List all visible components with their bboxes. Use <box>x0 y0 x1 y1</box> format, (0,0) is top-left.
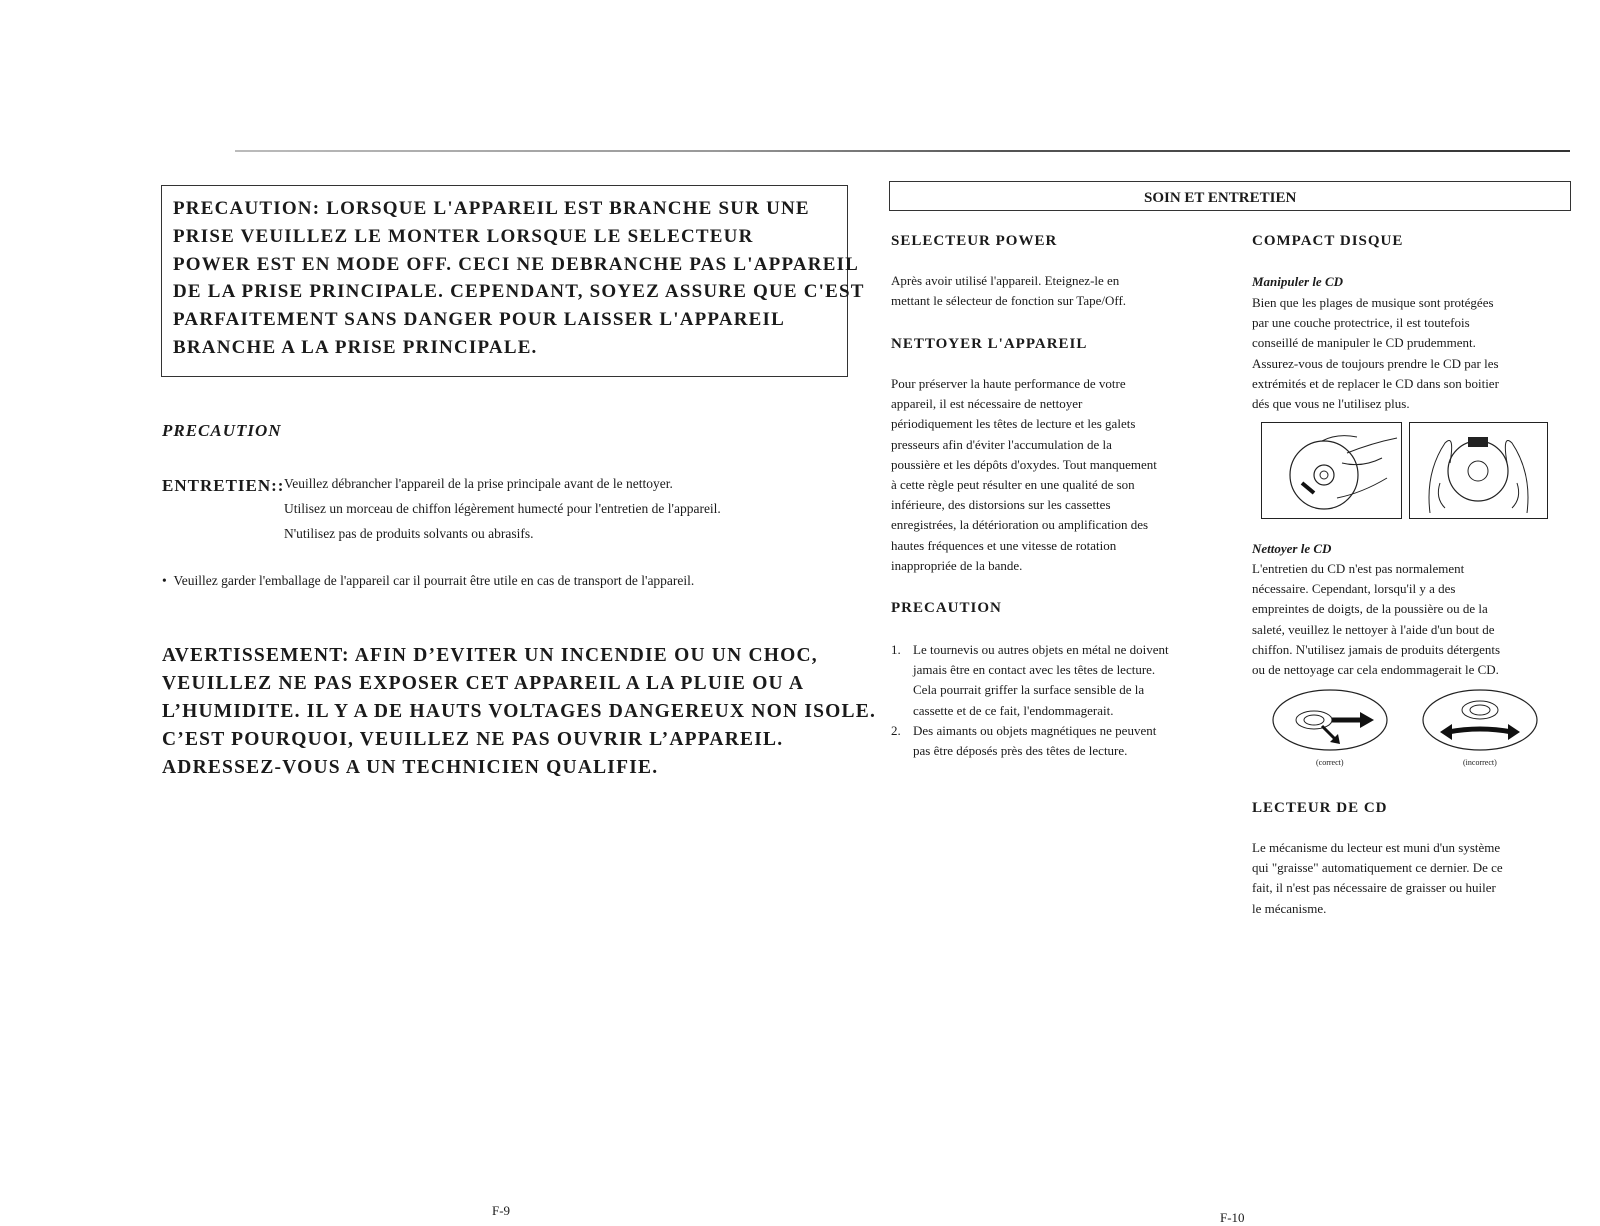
text-line: presseurs afin d'éviter l'accumulation de la <box>891 436 1112 452</box>
nettoyer-cd-text <box>1252 559 1500 680</box>
lecteur-cd-text <box>1252 838 1503 919</box>
text-line: nécessaire. Cependant, lorsqu'il y a des <box>1252 581 1456 597</box>
entretien-line: N'utilisez pas de produits solvants ou abrasifs. <box>284 526 534 541</box>
text-line: cassette et de ce fait, l'endommagerait. <box>913 702 1114 718</box>
text-line: saleté, veuillez le nettoyer à l'aide d'un bout de <box>1252 621 1495 637</box>
text-line: pas être déposés près des têtes de lecture. <box>913 743 1128 759</box>
bullet-text: Veuillez garder l'emballage de l'appareil car il pourrait être utile en cas de transport de l'appareil. <box>173 573 695 588</box>
avertissement-line: VEUILLEZ NE PAS EXPOSER CET APPAREIL A LA PLUIE OU A <box>162 673 805 694</box>
hand-holding-cd-icon <box>1262 423 1401 518</box>
bullet-dot-icon: • <box>162 573 174 588</box>
hands-holding-cd-edges-icon <box>1410 423 1547 518</box>
selecteur-heading: SELECTEUR POWER <box>891 233 1058 249</box>
text-line: Assurez-vous de toujours prendre le CD par les <box>1252 355 1499 371</box>
cd-clean-correct-icon <box>1270 686 1390 756</box>
text-line: par une couche protectrice, il est toutefois <box>1252 315 1470 331</box>
text-line: L'entretien du CD n'est pas normalement <box>1252 561 1465 576</box>
cd-handling-figure-2 <box>1409 422 1548 519</box>
text-line: hautes fréquences et une vitesse de rotation <box>891 537 1117 553</box>
text-line: Après avoir utilisé l'appareil. Eteignez-le en <box>891 273 1120 288</box>
text-line: chiffon. N'utilisez jamais de produits détergents <box>1252 641 1501 657</box>
warning-line: PRISE VEUILLEZ LE MONTER LORSQUE LE SELECTEUR <box>173 226 754 247</box>
cd-clean-incorrect-icon <box>1420 686 1540 756</box>
incorrect-label: (incorrect) <box>1463 758 1497 767</box>
text-line: Le mécanisme du lecteur est muni d'un système <box>1252 840 1501 855</box>
text-line: ou de nettoyage car cela endommagerait le CD. <box>1252 662 1499 678</box>
entretien-line: Utilisez un morceau de chiffon légèrement humecté pour l'entretien de l'appareil. <box>284 501 721 516</box>
list-number: 1. <box>891 642 901 657</box>
avertissement-line: ADRESSEZ-VOUS A UN TECHNICIEN QUALIFIE. <box>162 757 659 778</box>
list-number: 2. <box>891 722 901 738</box>
warning-line: POWER EST EN MODE OFF. CECI NE DEBRANCHE PAS L'APPAREIL <box>173 254 860 275</box>
compact-disque-heading: COMPACT DISQUE <box>1252 233 1404 249</box>
bullet-item <box>162 571 694 591</box>
text-line: Des aimants ou objets magnétiques ne peuvent <box>913 722 1157 738</box>
text-line: jamais être en contact avec les têtes de lecture. <box>913 662 1156 678</box>
text-line: conseillé de manipuler le CD prudemment. <box>1252 335 1476 351</box>
selecteur-text <box>891 271 1126 311</box>
text-line: extrémités et de replacer le CD dans son boitier <box>1252 375 1499 391</box>
scan-top-line <box>150 150 1570 152</box>
text-line: appareil, il est nécessaire de nettoyer <box>891 396 1083 412</box>
precaution-list <box>891 640 1169 761</box>
text-line: inappropriée de la bande. <box>891 557 1023 573</box>
nettoyer-text <box>891 374 1157 576</box>
list-item <box>891 640 1169 721</box>
section-title: SOIN ET ENTRETIEN <box>1144 190 1297 206</box>
text-line: empreintes de doigts, de la poussière ou de la <box>1252 601 1488 617</box>
warning-line: DE LA PRISE PRINCIPALE. CEPENDANT, SOYEZ ASSURE QUE C'EST <box>173 281 865 302</box>
nettoyer-heading: NETTOYER L'APPAREIL <box>891 336 1088 352</box>
text-line: enregistrées, la détérioration ou amplification des <box>891 517 1149 533</box>
cd-handling-figure-1 <box>1261 422 1402 519</box>
precaution-heading: PRECAUTION <box>162 421 282 440</box>
text-line: qui "graisse" automatiquement ce dernier. De ce <box>1252 860 1503 876</box>
page-number-left: F-9 <box>492 1203 511 1218</box>
avertissement-line: AVERTISSEMENT: AFIN D’EVITER UN INCENDIE OU UN CHOC, <box>162 645 818 666</box>
entretien-line: Veuillez débrancher l'appareil de la prise principale avant de le nettoyer. <box>284 476 673 491</box>
warning-line: BRANCHE A LA PRISE PRINCIPALE. <box>173 337 538 358</box>
text-line: mettant le sélecteur de fonction sur Tape/Off. <box>891 293 1127 309</box>
text-line: le mécanisme. <box>1252 900 1327 916</box>
precaution-right-heading: PRECAUTION <box>891 600 1002 616</box>
text-line: à cette règle peut résulter en une qualité de son <box>891 477 1135 493</box>
avertissement-line: C’EST POURQUOI, VEUILLEZ NE PAS OUVRIR L’APPAREIL. <box>162 729 784 750</box>
nettoyer-cd-title: Nettoyer le CD <box>1252 541 1332 556</box>
lecteur-cd-heading: LECTEUR DE CD <box>1252 800 1388 816</box>
warning-line: PRECAUTION: LORSQUE L'APPAREIL EST BRANCHE SUR UNE <box>173 198 810 219</box>
text-line: poussière et les dépôts d'oxydes. Tout manquement <box>891 456 1157 472</box>
manipuler-text <box>1252 293 1499 414</box>
text-line: inférieure, des distorsions sur les cassettes <box>891 497 1111 513</box>
entretien-label: ENTRETIEN:: <box>162 476 285 495</box>
avertissement-line: L’HUMIDITE. IL Y A DE HAUTS VOLTAGES DANGEREUX NON ISOLE. <box>162 701 877 722</box>
text-line: Pour préserver la haute performance de votre <box>891 376 1126 391</box>
correct-label: (correct) <box>1316 758 1344 767</box>
page-number-right: F-10 <box>1220 1210 1245 1225</box>
text-line: fait, il n'est pas nécessaire de graisser ou huiler <box>1252 880 1496 896</box>
list-item <box>891 721 1169 761</box>
text-line: périodiquement les têtes de lecture et les galets <box>891 416 1136 432</box>
manipuler-title: Manipuler le CD <box>1252 274 1344 289</box>
warning-line: PARFAITEMENT SANS DANGER POUR LAISSER L'APPAREIL <box>173 309 786 330</box>
text-line: Bien que les plages de musique sont protégées <box>1252 295 1494 310</box>
text-line: Cela pourrait griffer la surface sensible de la <box>913 682 1145 698</box>
text-line: dés que vous ne l'utilisez plus. <box>1252 396 1410 412</box>
text-line: Le tournevis ou autres objets en métal ne doivent <box>913 642 1169 657</box>
